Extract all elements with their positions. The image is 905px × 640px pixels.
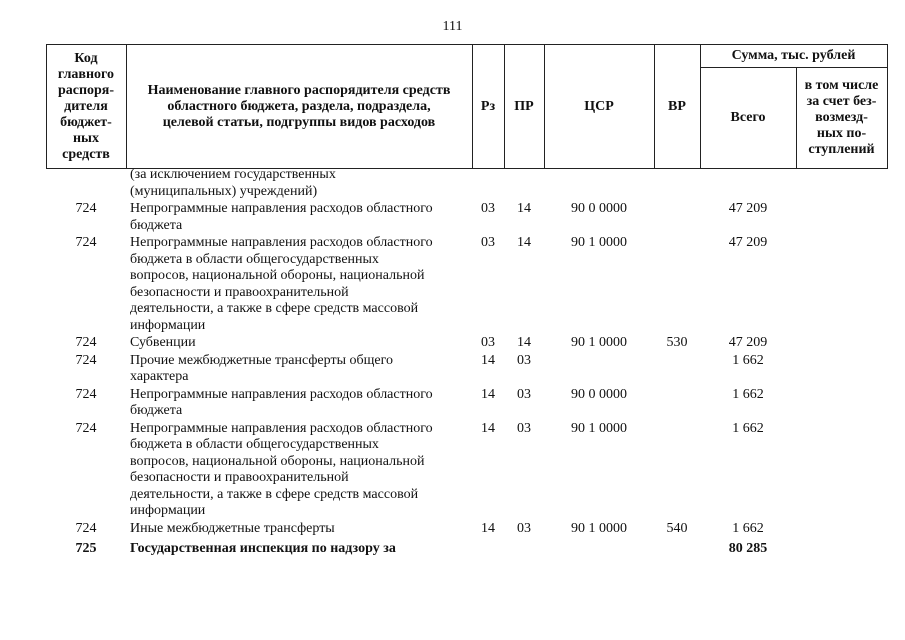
cell-csr: 90 1 0000 — [571, 235, 627, 250]
cell-rz: 14 — [481, 420, 495, 436]
cell-name — [130, 353, 472, 386]
cell-name — [130, 541, 472, 558]
page-number: 111 — [442, 19, 463, 34]
cell-rz: 03 — [481, 335, 495, 350]
cell-name-line: безопасности и правоохранительной — [130, 284, 349, 300]
h-code-line: ных — [72, 130, 99, 146]
header-free — [796, 67, 887, 168]
cell-csr: 90 1 0000 — [571, 520, 627, 536]
cell-csr: 90 1 0000 — [571, 335, 627, 350]
cell-rz: 14 — [481, 352, 495, 368]
cell-pr: 03 — [517, 352, 531, 368]
cell-name-line: вопросов, национальной обороны, национальной — [130, 453, 425, 469]
table-row — [0, 235, 905, 335]
cell-pr: 03 — [517, 386, 531, 402]
cell-code: 724 — [75, 352, 97, 368]
cell-rz: 14 — [481, 520, 495, 536]
cell-name-line: информации — [130, 317, 206, 333]
table-row — [0, 201, 905, 235]
cell-pr: 03 — [517, 420, 531, 436]
cell-total: 1 662 — [732, 420, 764, 436]
cell-name-line: вопросов, национальной обороны, национальной — [130, 268, 425, 283]
cell-pr: 14 — [517, 335, 531, 350]
cell-name-line: деятельности, а также в сфере средств массовой — [130, 301, 419, 316]
cell-name — [130, 167, 472, 200]
h-code-line: средств — [62, 146, 110, 162]
table-row — [0, 421, 905, 521]
h-code-line: бюджет- — [60, 114, 112, 130]
h-code-line: Код — [74, 50, 98, 66]
cell-name-line: Государственная инспекция по надзору за — [130, 541, 396, 556]
cell-name-line: информации — [130, 503, 206, 518]
header-total: Всего — [730, 109, 766, 125]
cell-name-line: (муниципальных) учреждений) — [130, 183, 318, 199]
cell-pr: 14 — [517, 235, 531, 250]
table-row — [0, 167, 905, 201]
h-free-line: возмезд- — [815, 109, 868, 125]
cell-pr: 03 — [517, 520, 531, 536]
table-body — [0, 167, 905, 558]
cell-rz: 14 — [481, 386, 495, 402]
table-row — [0, 521, 905, 539]
cell-name-line: бюджета в области общегосударственных — [130, 437, 379, 452]
cell-name-line: бюджета — [130, 403, 183, 418]
header-border-right — [887, 45, 888, 168]
cell-name-line: Непрограммные направления расходов областного — [130, 235, 433, 250]
cell-vr: 540 — [666, 520, 688, 536]
cell-code: 725 — [75, 541, 97, 556]
h-code-line: главного — [57, 66, 115, 82]
cell-name — [130, 235, 472, 334]
cell-code: 724 — [75, 520, 97, 536]
cell-total: 47 209 — [728, 335, 768, 350]
cell-total: 80 285 — [728, 541, 768, 556]
cell-name — [130, 421, 472, 520]
h-free-line: ступлений — [808, 141, 875, 157]
h-name-line: целевой статьи, подгруппы видов расходов — [162, 114, 436, 130]
cell-name-line: Субвенции — [130, 335, 196, 350]
header-sum: Сумма, тыс. рублей — [731, 48, 856, 63]
cell-name-line: Непрограммные направления расходов областного — [130, 386, 433, 402]
cell-name — [130, 201, 472, 234]
h-free-line: за счет без- — [806, 93, 877, 109]
cell-total: 1 662 — [732, 386, 764, 402]
h-free-line: в том числе — [804, 77, 879, 93]
header-rz: Рз — [480, 98, 496, 114]
table-row — [0, 387, 905, 421]
cell-name-line: (за исключением государственных — [130, 167, 336, 182]
cell-name-line: Непрограммные направления расходов областного — [130, 201, 433, 216]
table-row — [0, 353, 905, 387]
table-row — [0, 541, 905, 558]
cell-name-line: Непрограммные направления расходов областного — [130, 420, 433, 436]
cell-code: 724 — [75, 235, 97, 250]
h-name-line: Наименование главного распорядителя средств — [147, 82, 451, 98]
cell-csr: 90 0 0000 — [571, 386, 627, 402]
cell-name — [130, 335, 472, 352]
cell-code: 724 — [75, 386, 97, 402]
cell-name-line: Иные межбюджетные трансферты — [130, 520, 335, 536]
cell-total: 1 662 — [732, 520, 764, 536]
h-free-line: ных по- — [816, 125, 867, 141]
cell-pr: 14 — [517, 201, 531, 216]
table-row — [0, 335, 905, 353]
cell-total: 1 662 — [732, 352, 764, 368]
cell-csr: 90 0 0000 — [571, 201, 627, 216]
cell-name — [130, 387, 472, 420]
cell-rz: 03 — [481, 235, 495, 250]
cell-name-line: характера — [130, 369, 189, 384]
cell-name-line: бюджета в области общегосударственных — [130, 251, 379, 267]
header-pr: ПР — [514, 98, 534, 114]
h-code-line: дителя — [64, 98, 108, 114]
cell-name-line: Прочие межбюджетные трансферты общего — [130, 352, 393, 368]
cell-total: 47 209 — [728, 201, 768, 216]
cell-name-line: деятельности, а также в сфере средств массовой — [130, 486, 419, 502]
cell-vr: 530 — [666, 335, 688, 350]
cell-code: 724 — [75, 420, 97, 436]
cell-total: 47 209 — [728, 235, 768, 250]
cell-name — [130, 521, 472, 538]
table-header — [46, 44, 888, 169]
cell-name-line: безопасности и правоохранительной — [130, 470, 349, 485]
h-name-line: областного бюджета, раздела, подраздела, — [167, 98, 431, 114]
cell-rz: 03 — [481, 201, 495, 216]
cell-name-line: бюджета — [130, 217, 183, 233]
header-vr: ВР — [668, 98, 686, 114]
cell-csr: 90 1 0000 — [571, 420, 627, 436]
header-name — [126, 45, 472, 168]
header-code — [46, 45, 126, 168]
cell-code: 724 — [75, 335, 97, 350]
h-code-line: распоря- — [57, 82, 115, 98]
cell-code: 724 — [75, 201, 97, 216]
header-csr: ЦСР — [584, 98, 614, 114]
